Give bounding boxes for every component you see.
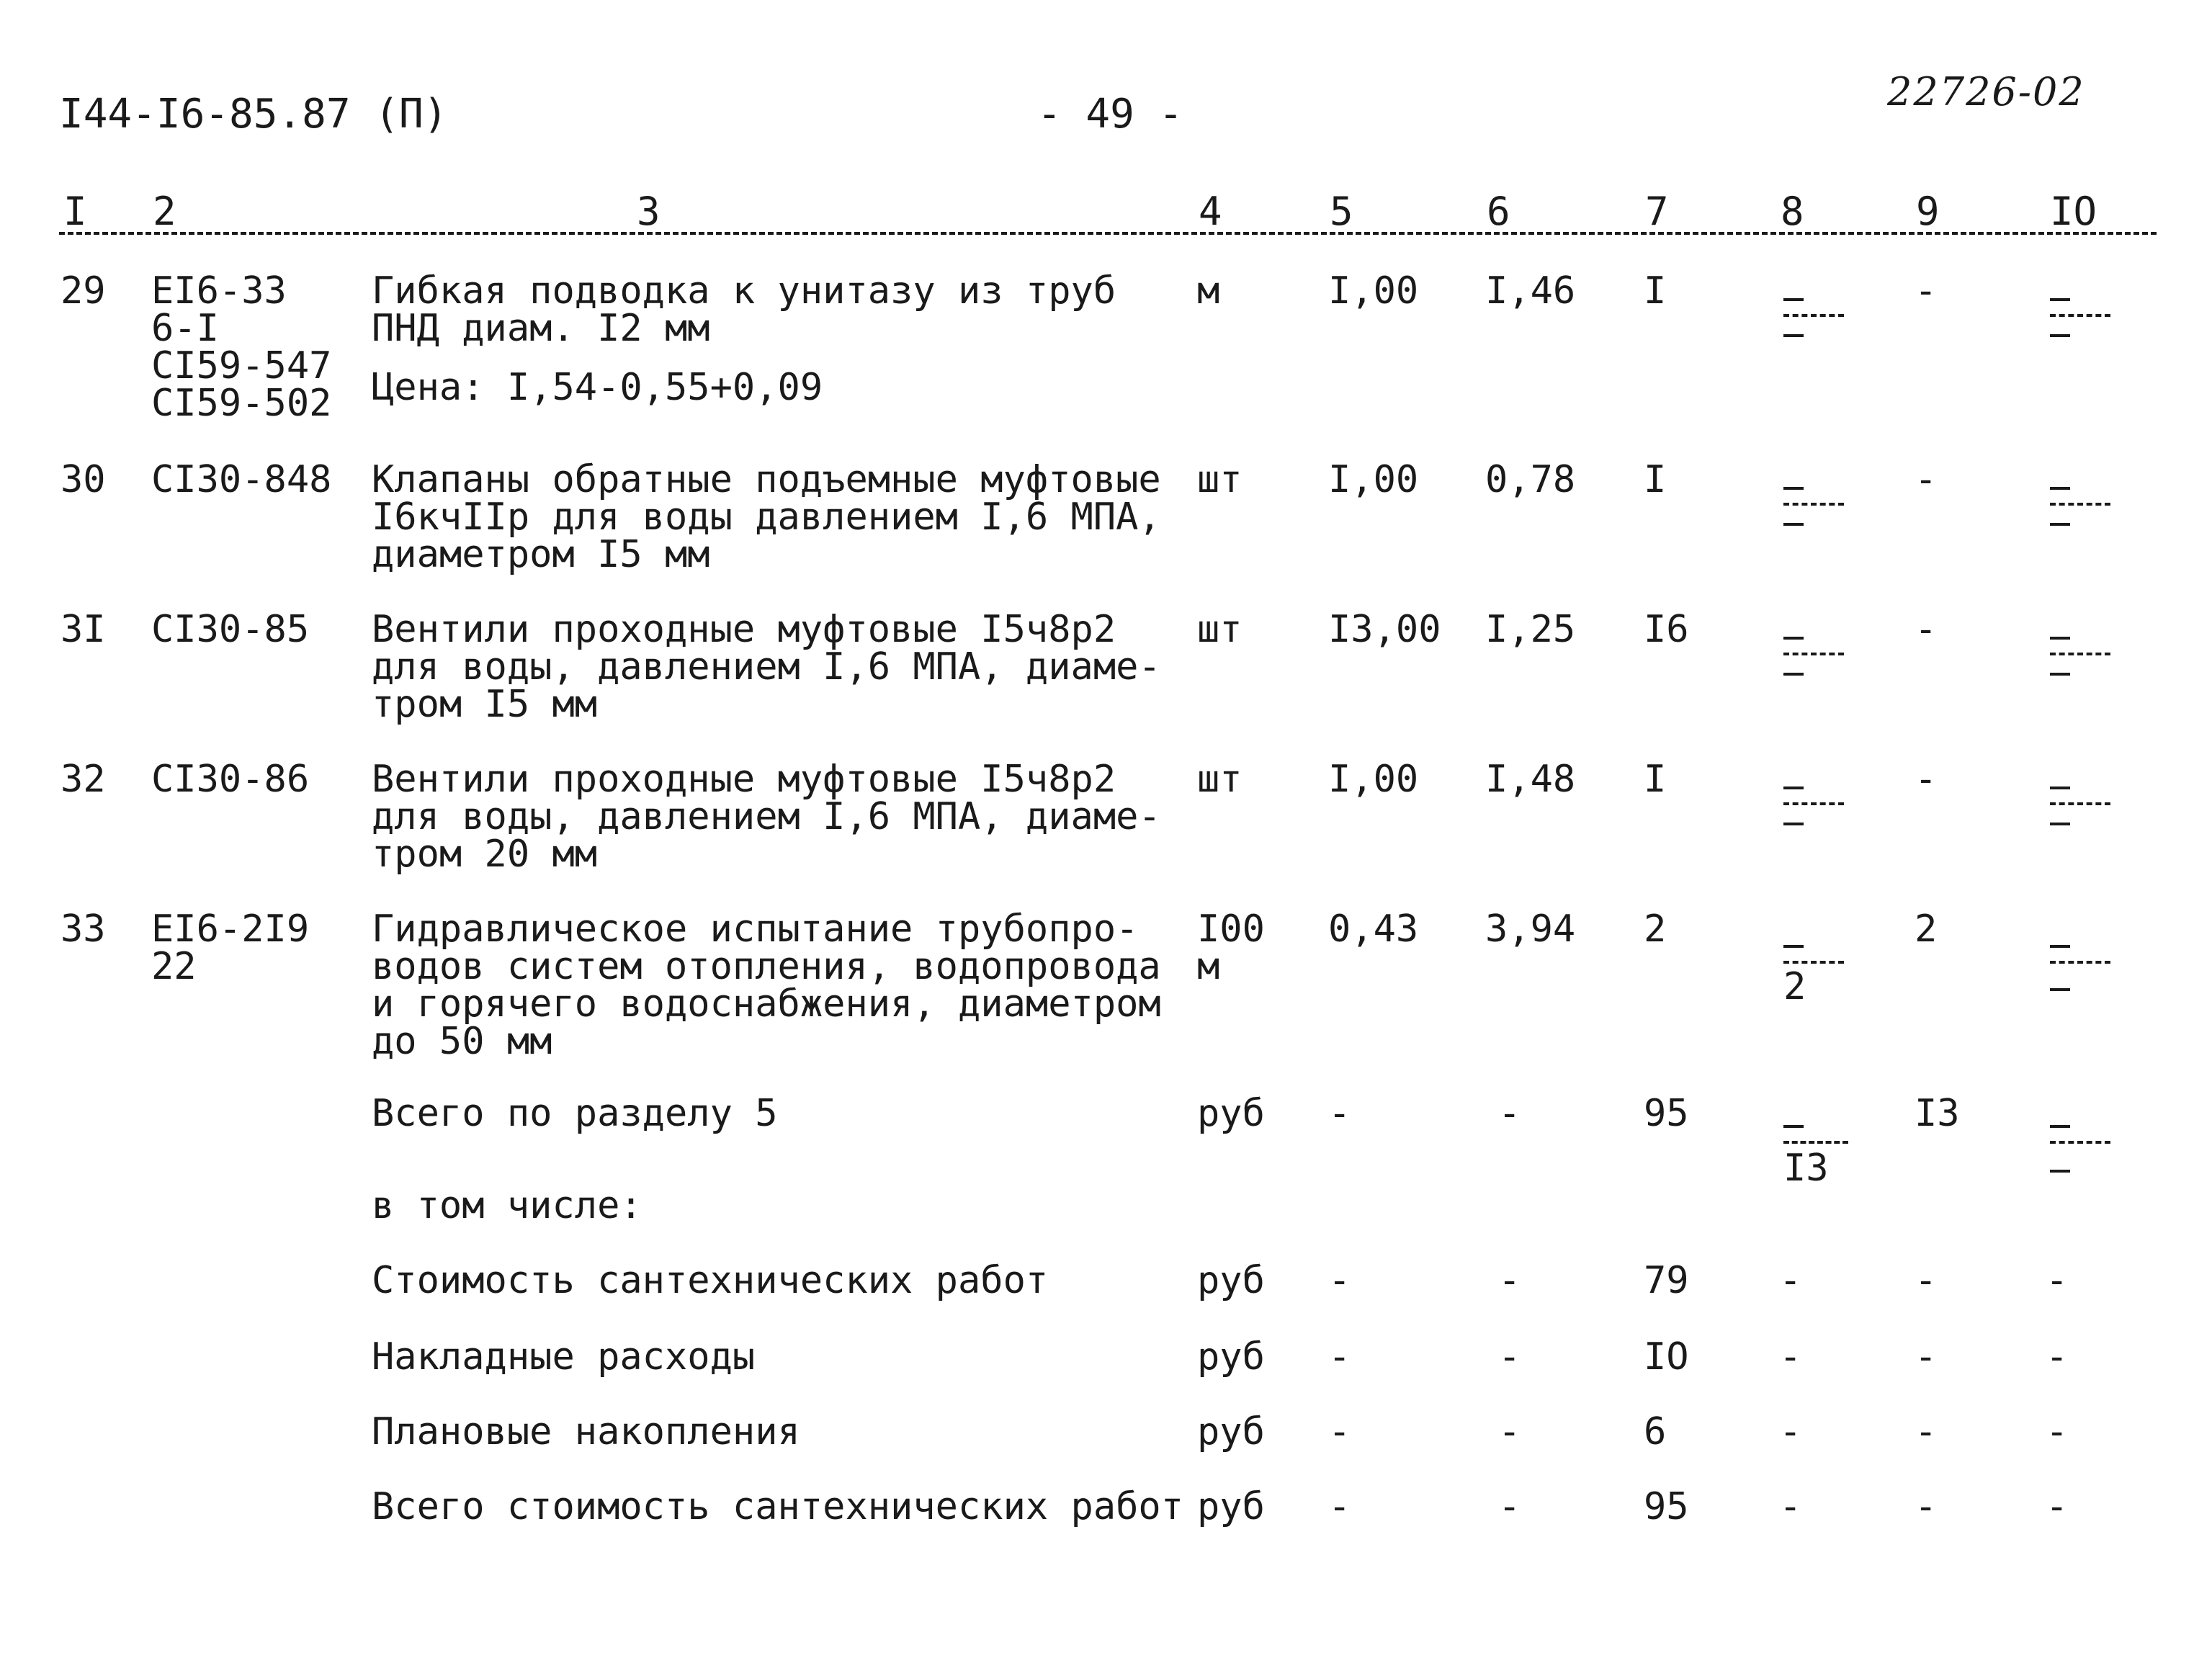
col9-value: - (1915, 758, 1938, 801)
fraction-col10 (2050, 1109, 2115, 1174)
col9-value: - (1915, 1485, 1938, 1528)
fraction-col8 (1783, 771, 1848, 835)
column-number-4: 4 (1199, 189, 1222, 234)
unit: шт (1197, 458, 1242, 501)
quantity: I,00 (1328, 269, 1419, 313)
denominator-value: 2 (1783, 965, 1806, 1008)
col9-value: - (1915, 1259, 1938, 1302)
denominator-value: I3 (1783, 1147, 1829, 1190)
quantity: - (1328, 1092, 1351, 1135)
fraction-bar (1783, 503, 1844, 506)
fraction-bar (1783, 1141, 1848, 1144)
including-label: в том числе: (372, 1184, 642, 1227)
unit: руб (1197, 1485, 1265, 1528)
page-number: - 49 - (1037, 91, 1183, 138)
unit: шт (1197, 758, 1242, 801)
column-number-6: 6 (1487, 189, 1510, 234)
col8-value: - (1779, 1410, 1802, 1453)
item-name: Вентили проходные муфтовые I5ч8р2 для воды, давлением I,6 МПА, диаме- тром 20 мм (372, 758, 1161, 876)
denominator-mark (1783, 523, 1804, 526)
col8-value: - (1779, 1335, 1802, 1379)
denominator-mark (1783, 673, 1804, 676)
fraction-col8 (1783, 282, 1848, 347)
header-rule (59, 232, 2157, 235)
unit-price: I,46 (1485, 269, 1576, 313)
fraction-col10 (2050, 621, 2115, 686)
quantity: - (1328, 1410, 1351, 1453)
numerator-mark (2050, 637, 2070, 640)
unit-price: - (1498, 1092, 1521, 1135)
denominator-mark (2050, 334, 2070, 337)
col9-value: - (1915, 608, 1938, 651)
denominator-mark (2050, 673, 2070, 676)
fraction-col8 (1783, 929, 1848, 1008)
fraction-col10 (2050, 471, 2115, 536)
unit-price: - (1498, 1259, 1521, 1302)
quantity: I,00 (1328, 458, 1419, 501)
unit: I00 м (1197, 908, 1265, 988)
item-name: Гидравлическое испытание трубопро- водов систем отопления, водопровода и горячего водоснабжения, диаметром до 50 мм (372, 908, 1161, 1063)
numerator-mark (2050, 487, 2070, 490)
item-name: Вентили проходные муфтовые I5ч8р2 для воды, давлением I,6 МПА, диаме- тром I5 мм (372, 608, 1161, 726)
unit: руб (1197, 1335, 1265, 1379)
section-total-label: Всего по разделу 5 (372, 1092, 778, 1135)
quantity: - (1328, 1259, 1351, 1302)
archive-stamp: 22726-02 (1887, 69, 2085, 115)
line-label: Накладные расходы (372, 1335, 756, 1379)
col8-value: - (1779, 1485, 1802, 1528)
numerator-mark (1783, 637, 1804, 640)
col10-value: - (2046, 1485, 2069, 1528)
column-number-3: 3 (637, 189, 661, 234)
column-number-5: 5 (1330, 189, 1353, 234)
line-label: Всего стоимость сантехнических работ (372, 1485, 1184, 1528)
total-cost: I6 (1644, 608, 1689, 651)
unit: руб (1197, 1092, 1265, 1135)
fraction-col8 (1783, 1109, 1848, 1203)
line-label: Плановые накопления (372, 1410, 800, 1453)
item-name: Гибкая подводка к унитазу из труб ПНД диам. I2 мм (372, 269, 1116, 350)
unit-price: - (1498, 1410, 1521, 1453)
fraction-col8 (1783, 621, 1848, 686)
fraction-bar (2050, 503, 2110, 506)
col10-value: - (2046, 1259, 2069, 1302)
fraction-bar (1783, 314, 1844, 317)
price-code: CI30-848 (151, 458, 332, 501)
unit-price: - (1498, 1485, 1521, 1528)
fraction-col10 (2050, 282, 2115, 347)
fraction-bar (1783, 961, 1844, 964)
fraction-col8 (1783, 471, 1848, 536)
fraction-bar (2050, 653, 2110, 655)
col9-value: 2 (1915, 908, 1938, 951)
total-cost: I (1644, 758, 1667, 801)
price-code: EI6-33 6-I CI59-547 CI59-502 (151, 269, 332, 425)
row-number: 30 (61, 458, 106, 501)
total-cost: I (1644, 269, 1667, 313)
total-cost: 79 (1644, 1259, 1689, 1302)
numerator-mark (1783, 298, 1804, 301)
price-code: EI6-2I9 22 (151, 908, 310, 988)
denominator-mark (2050, 523, 2070, 526)
quantity: 0,43 (1328, 908, 1419, 951)
total-cost: 2 (1644, 908, 1667, 951)
col9-value: - (1915, 458, 1938, 501)
total-cost: 95 (1644, 1485, 1689, 1528)
numerator-mark (1783, 1125, 1804, 1128)
line-label: Стоимость сантехнических работ (372, 1259, 1049, 1302)
numerator-mark (1783, 787, 1804, 789)
column-number-10: IO (2050, 189, 2097, 234)
fraction-bar (1783, 802, 1844, 805)
col10-value: - (2046, 1410, 2069, 1453)
item-price-note: Цена: I,54-0,55+0,09 (372, 366, 823, 409)
col9-value: - (1915, 1335, 1938, 1379)
denominator-mark (2050, 988, 2070, 991)
unit: руб (1197, 1410, 1265, 1453)
quantity: - (1328, 1485, 1351, 1528)
column-number-2: 2 (153, 189, 176, 234)
denominator-mark (1783, 334, 1804, 337)
column-number-9: 9 (1916, 189, 1940, 234)
numerator-mark (2050, 298, 2070, 301)
total-cost: IO (1644, 1335, 1689, 1379)
col9-value: - (1915, 269, 1938, 313)
fraction-col10 (2050, 771, 2115, 835)
numerator-mark (1783, 945, 1804, 948)
fraction-bar (2050, 1141, 2110, 1144)
quantity: I3,00 (1328, 608, 1441, 651)
unit-price: I,48 (1485, 758, 1576, 801)
denominator-mark (2050, 1170, 2070, 1173)
col10-value: - (2046, 1335, 2069, 1379)
unit: м (1197, 269, 1220, 313)
item-name: Клапаны обратные подъемные муфтовые I6кчIIр для воды давлением I,6 МПА, диаметром I5 мм (372, 458, 1161, 576)
fraction-bar (2050, 961, 2110, 964)
fraction-bar (1783, 653, 1844, 655)
unit-price: 0,78 (1485, 458, 1576, 501)
quantity: - (1328, 1335, 1351, 1379)
fraction-bar (2050, 314, 2110, 317)
total-cost: 95 (1644, 1092, 1689, 1135)
numerator-mark (2050, 945, 2070, 948)
numerator-mark (1783, 487, 1804, 490)
col8-value: - (1779, 1259, 1802, 1302)
column-number-1: I (63, 189, 87, 234)
row-number: 33 (61, 908, 106, 951)
denominator-mark (1783, 823, 1804, 825)
row-number: 3I (61, 608, 106, 651)
row-number: 32 (61, 758, 106, 801)
total-cost: I (1644, 458, 1667, 501)
unit: шт (1197, 608, 1242, 651)
denominator-mark (2050, 823, 2070, 825)
numerator-mark (2050, 1125, 2070, 1128)
column-number-8: 8 (1781, 189, 1804, 234)
fraction-bar (2050, 802, 2110, 805)
unit-price: 3,94 (1485, 908, 1576, 951)
quantity: I,00 (1328, 758, 1419, 801)
price-code: CI30-86 (151, 758, 310, 801)
total-cost: 6 (1644, 1410, 1667, 1453)
row-number: 29 (61, 269, 106, 313)
price-code: CI30-85 (151, 608, 310, 651)
column-number-7: 7 (1645, 189, 1669, 234)
document-number: I44-I6-85.87 (П) (59, 91, 448, 138)
unit-price: - (1498, 1335, 1521, 1379)
unit: руб (1197, 1259, 1265, 1302)
unit-price: I,25 (1485, 608, 1576, 651)
fraction-col10 (2050, 929, 2115, 994)
col9-value: - (1915, 1410, 1938, 1453)
col9-value: I3 (1915, 1092, 1960, 1135)
numerator-mark (2050, 787, 2070, 789)
